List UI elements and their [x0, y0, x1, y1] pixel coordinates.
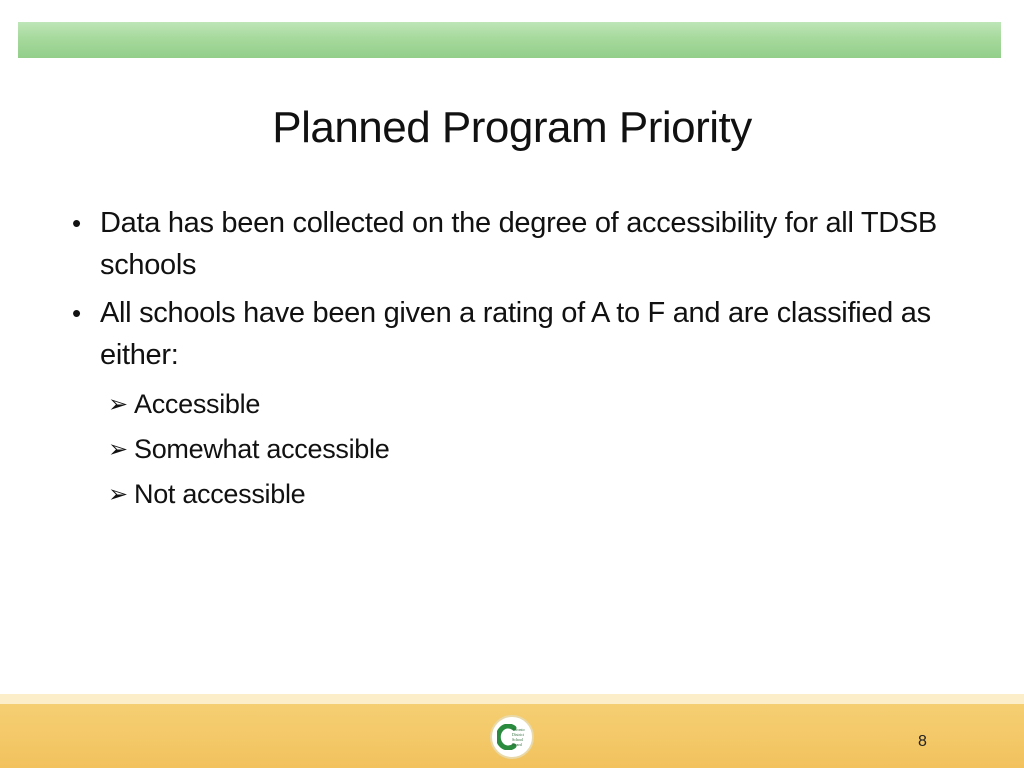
- bullet-text: Data has been collected on the degree of accessibility for all TDSB schools: [100, 207, 937, 281]
- bullet-item: [70, 292, 970, 376]
- bullet-item: [70, 202, 970, 286]
- bottom-highlight-band: [0, 694, 1024, 704]
- bullet-dot-icon: •: [72, 298, 81, 328]
- sub-item-not-accessible: [108, 472, 970, 517]
- logo-text: Toronto District School Board: [512, 727, 525, 747]
- sub-item-text: Not accessible: [134, 479, 306, 509]
- tdsb-logo: [490, 715, 534, 759]
- arrow-bullet-icon: ➢: [108, 481, 128, 508]
- bullet-dot-icon: •: [72, 208, 81, 238]
- page-number: 8: [918, 733, 927, 750]
- sub-item-somewhat-accessible: [108, 427, 970, 472]
- arrow-bullet-icon: ➢: [108, 391, 128, 418]
- slide-content: [70, 202, 970, 517]
- slide-title: Planned Program Priority: [272, 103, 752, 152]
- sub-item-text: Accessible: [134, 389, 261, 419]
- bullet-text: All schools have been given a rating of A to F and are classified as either:: [100, 297, 931, 371]
- sub-item-accessible: [108, 382, 970, 427]
- sub-list: [70, 382, 970, 517]
- arrow-bullet-icon: ➢: [108, 436, 128, 463]
- sub-item-text: Somewhat accessible: [134, 434, 390, 464]
- top-decorative-band: [18, 22, 1001, 58]
